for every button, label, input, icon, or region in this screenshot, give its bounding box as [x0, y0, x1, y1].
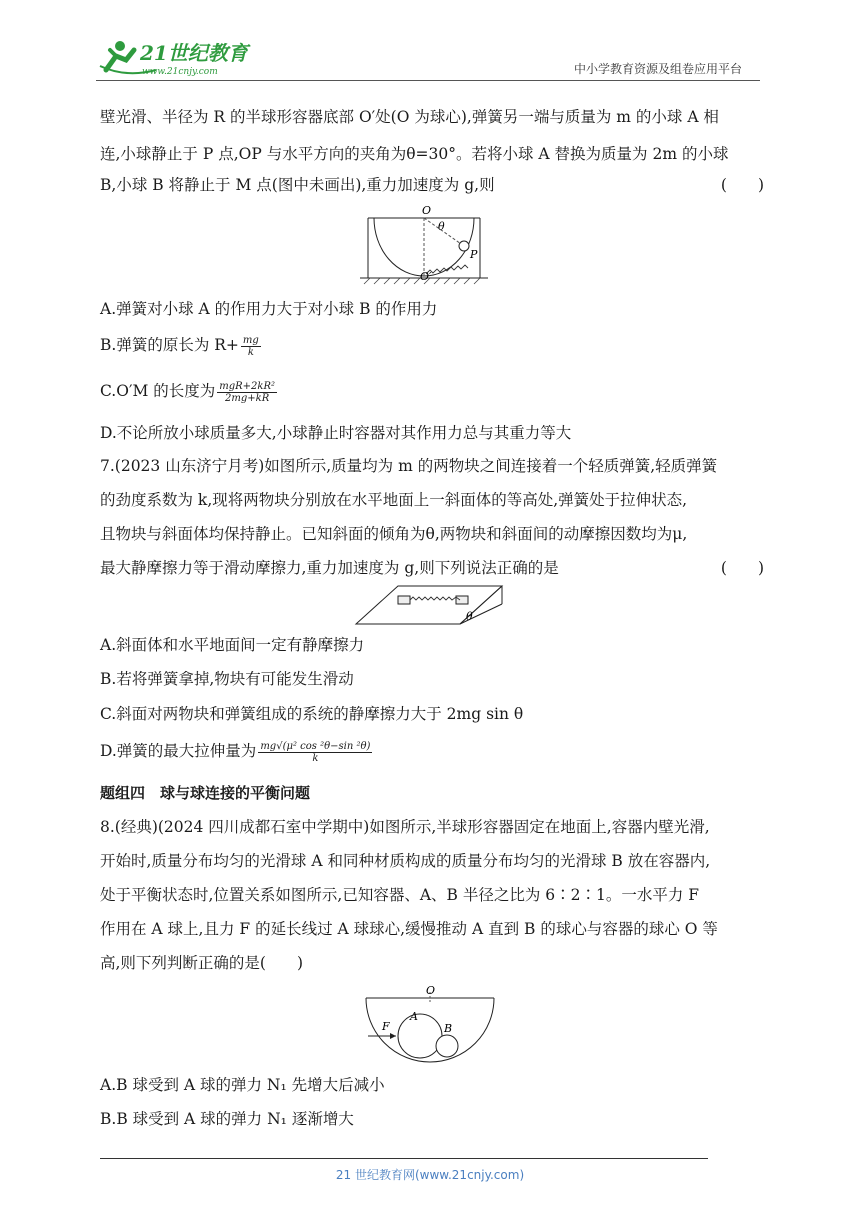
frac-denominator: 2mg+kR [225, 392, 270, 404]
q7-option-d-text: D.弹簧的最大拉伸量为 [100, 742, 257, 760]
q7-line-1: 7.(2023 山东济宁月考)如图所示,质量均为 m 的两物块之间连接着一个轻质弹簧,轻质弹簧 [100, 457, 718, 475]
q7-answer-paren: ( ) [720, 559, 764, 577]
q8-line-3: 处于平衡状态时,位置关系如图所示,已知容器、A、B 半径之比为 6∶2∶1。一水平力 F [100, 886, 700, 904]
q7-incline-figure [354, 582, 506, 628]
q6-line-2: 连,小球静止于 P 点,OP 与水平方向的夹角为θ=30°。若将小球 A 替换为质量为 2m 的小球 [100, 145, 729, 163]
q8-bowl-figure [360, 984, 500, 1068]
q8-line-5: 高,则下列判断正确的是( ) [100, 954, 304, 972]
logo-url: www.21cnjy.com [142, 67, 218, 77]
q6-option-c-text: C.O′M 的长度为 [100, 382, 216, 400]
q6-line-3 [100, 174, 764, 196]
site-logo [96, 36, 256, 80]
q7-label-theta: θ [466, 610, 473, 623]
q7-option-c: C.斜面对两物块和弹簧组成的系统的静摩擦力大于 2mg sin θ [100, 705, 524, 723]
q8-label-B: B [444, 1022, 453, 1035]
footer-text: 21 世纪教育网(www.21cnjy.com) [335, 1168, 525, 1182]
q7-option-b: B.若将弹簧拿掉,物块有可能发生滑动 [100, 670, 354, 688]
frac-numerator: mg [242, 334, 259, 346]
q6-option-b-text: B.弹簧的原长为 R+ [100, 336, 239, 354]
q6-option-b-fraction [241, 335, 261, 358]
q6-option-d: D.不论所放小球质量多大,小球静止时容器对其作用力总与其重力等大 [100, 424, 572, 442]
frac-denominator: k [247, 346, 254, 358]
q8-line-4: 作用在 A 球上,且力 F 的延长线过 A 球球心,缓慢推动 A 直到 B 的球心与容器的球心 O 等 [100, 920, 718, 938]
q8-label-O: O [426, 984, 436, 997]
q6-option-a: A.弹簧对小球 A 的作用力大于对小球 B 的作用力 [100, 300, 438, 318]
q6-line-1: 壁光滑、半径为 R 的半球形容器底部 O′处(O 为球心),弹簧另一端与质量为 m 的小球 A 相 [100, 108, 719, 126]
frac-numerator: mgR+2kR² [219, 380, 276, 392]
q6-answer-paren: ( ) [720, 176, 764, 194]
footer-divider [100, 1158, 708, 1159]
q8-option-b: B.B 球受到 A 球的弹力 N₁ 逐渐增大 [100, 1110, 354, 1128]
q7-option-d [100, 740, 764, 764]
q8-line-2: 开始时,质量分布均匀的光滑球 A 和同种材质构成的质量分布均匀的光滑球 B 放在容器内, [100, 852, 711, 870]
q6-label-O: O [422, 204, 432, 217]
q6-label-Oprime: O′ [420, 270, 432, 283]
q6-label-P: P [470, 248, 478, 261]
header-divider [96, 80, 760, 81]
q8-line-1: 8.(经典)(2024 四川成都石室中学期中)如图所示,半球形容器固定在地面上,容器内壁光滑, [100, 818, 710, 836]
q6-container-figure [360, 200, 510, 286]
q7-line-3: 且物块与斜面体均保持静止。已知斜面的倾角为θ,两物块和斜面间的动摩擦因数均为μ, [100, 525, 688, 543]
group4-heading: 题组四 球与球连接的平衡问题 [100, 784, 311, 802]
q7-line-4-text: 最大静摩擦力等于滑动摩擦力,重力加速度为 g,则下列说法正确的是 [100, 559, 559, 577]
runner-logo-icon [96, 36, 256, 80]
q7-option-a: A.斜面体和水平地面间一定有静摩擦力 [100, 636, 365, 654]
frac-numerator: mg√(μ² cos ²θ−sin ²θ) [260, 740, 371, 752]
q6-option-c-fraction [217, 381, 277, 404]
header-platform-text: 中小学教育资源及组卷应用平台 [574, 62, 743, 76]
q6-line-3-text: B,小球 B 将静止于 M 点(图中未画出),重力加速度为 g,则 [100, 176, 495, 194]
q6-label-theta: θ [438, 220, 445, 233]
q8-label-F: F [382, 1020, 390, 1033]
q6-option-c [100, 380, 764, 404]
q6-option-b [100, 334, 764, 358]
logo-text: 21世纪教育 [140, 41, 248, 65]
frac-denominator: k [312, 752, 319, 764]
q7-line-4 [100, 557, 764, 579]
q7-line-2: 的劲度系数为 k,现将两物块分别放在水平地面上一斜面体的等高处,弹簧处于拉伸状态, [100, 491, 688, 509]
q7-option-d-fraction [258, 741, 372, 764]
q8-option-a: A.B 球受到 A 球的弹力 N₁ 先增大后减小 [100, 1076, 385, 1094]
q8-label-A: A [410, 1010, 418, 1023]
